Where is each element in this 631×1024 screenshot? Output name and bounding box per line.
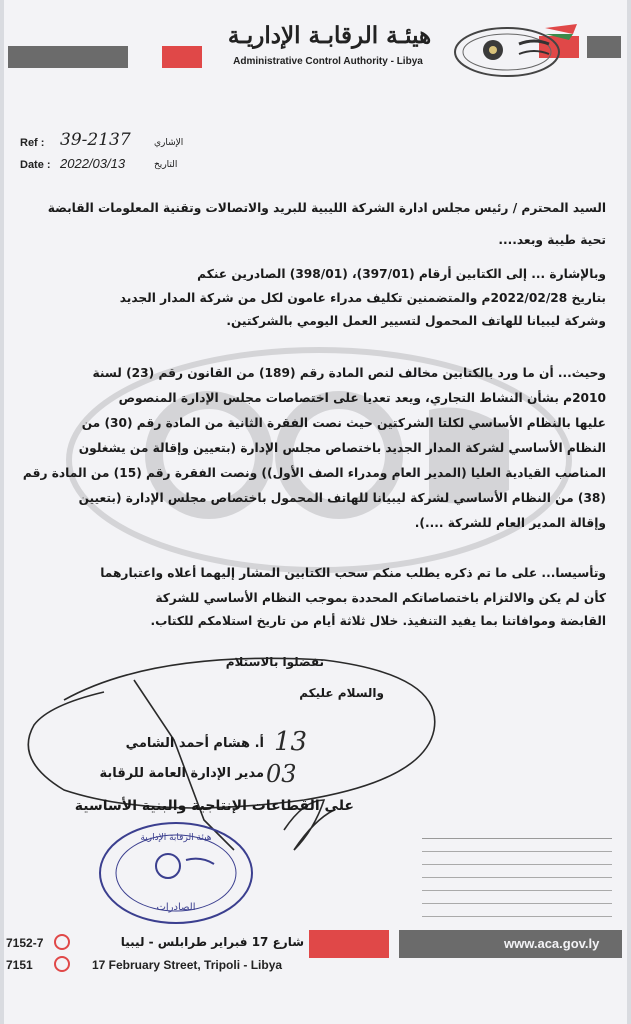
paragraph-2-line-3: عليها بالنظام الأساسي لكلتا الشركتين حيث نصت الفقرة الثانية من المادة رقم (30) من [81, 416, 606, 430]
closing-receipt: تفضلوا بالاستلام [225, 655, 324, 669]
paragraph-2-line-2: 2010م بشأن النشاط التجاري، ويعد تعديا على اختصاصات مجلس الإدارة المنصوص [118, 391, 606, 405]
org-name-arabic: هيئـة الرقابـة الإداريـة [227, 22, 432, 49]
paragraph-2-line-1: وحيث... أن ما ورد بالكتابين مخالف لنص المادة رقم (189) من القانون رقم (23) لسنة [92, 366, 606, 380]
paragraph-1-line-3: وشركة ليبيانا للهاتف المحمول لتسيير العمل اليومي بالشركتين. [226, 314, 606, 328]
date-value: 2022/03/13 [60, 156, 126, 171]
org-name-english: Administrative Control Authority - Libya [233, 56, 423, 67]
fax-icon [54, 956, 70, 972]
header-bar-left-red [162, 46, 202, 68]
date-label: Date : [20, 159, 51, 171]
paragraph-2-line-4: النظام الأساسي لشركة المدار الجديد باختصاص مجلس الإدارة (بتعيين وإقالة من يشغلون [78, 441, 606, 455]
official-stamp-icon [96, 818, 256, 928]
greeting-line: تحية طيبة وبعد.... [498, 233, 606, 247]
footer-phone-1: 7152-7 [6, 936, 44, 950]
stamp-bottom-text: الصادرات [156, 902, 196, 913]
addressee-line: السيد المحترم / رئيس مجلس ادارة الشركة الليبية للبريد والاتصالات وتقنية المعلومات القابضة [47, 201, 606, 215]
authority-emblem-icon [449, 20, 579, 80]
header-bar-left-gray [8, 46, 128, 68]
paragraph-2-line-6: (38) من النظام الأساسي لشركة ليبيانا للهاتف المحمول باختصاص مجلس الإدارة (بتعيين [78, 491, 606, 505]
signatory-title-1: مدير الإدارة العامة للرقابة [99, 766, 264, 781]
footer-address-english: 17 February Street, Tripoli - Libya [92, 958, 283, 972]
paragraph-1-line-2: بتاريخ 2022/02/28م والمتضمنين تكليف مدراء عامون لكل من شركة المدار الجديد [119, 291, 606, 305]
footer-bar-red [309, 930, 389, 958]
ref-arabic-label: الإشاري [154, 138, 184, 148]
paragraph-2-line-7: وإقالة المدير العام للشركة ....). [414, 516, 606, 530]
document-page [4, 0, 627, 1024]
stamp-arabic-text: هيئة الرقابة الإدارية [140, 833, 212, 843]
handwritten-number-13: 13 [274, 727, 308, 757]
cc-distribution-list [422, 830, 612, 917]
date-arabic-label: التاريخ [154, 160, 178, 170]
paragraph-1-line-1: وبالإشارة ... إلى الكتابين أرقام (397/01)، (398/01) الصادرين عنكم [197, 267, 606, 281]
paragraph-2-line-5: المناصب القيادية العليا (المدير العام ومدراء الصف الأول)) ونصت الفقرة رقم (15) من المادة رقم [22, 466, 606, 480]
paragraph-3-line-3: القابضة وموافاتنا بما يفيد التنفيذ. خلال ثلاثة أيام من تاريخ استلامكم للكتاب. [150, 614, 606, 628]
handwritten-number-03: 03 [266, 760, 297, 788]
phone-icon [54, 934, 70, 950]
footer-address-arabic: شارع 17 فبراير طرابلس - ليبيا [120, 935, 304, 949]
closing-salutation: والسلام عليكم [299, 686, 384, 700]
ref-value: 39-2137 [60, 130, 131, 150]
footer-phone-2: 7151 [6, 958, 33, 972]
header-bar-right-gray [587, 36, 621, 58]
paragraph-3-line-1: وتأسيسا... على ما تم ذكره يطلب منكم سحب الكتابين المشار إليهما أعلاه واعتبارهما [100, 566, 606, 580]
signatory-title-2: على القطاعات الإنتاجية والبنية الأساسية [74, 798, 354, 814]
website-url[interactable]: www.aca.gov.ly [504, 936, 600, 951]
signatory-name: أ. هشام أحمد الشامي [125, 736, 264, 751]
paragraph-3-line-2: كأن لم يكن والالتزام باختصاصاتكم المحددة بموجب النظام الأساسي للشركة [155, 591, 606, 605]
ref-label: Ref : [20, 137, 45, 149]
